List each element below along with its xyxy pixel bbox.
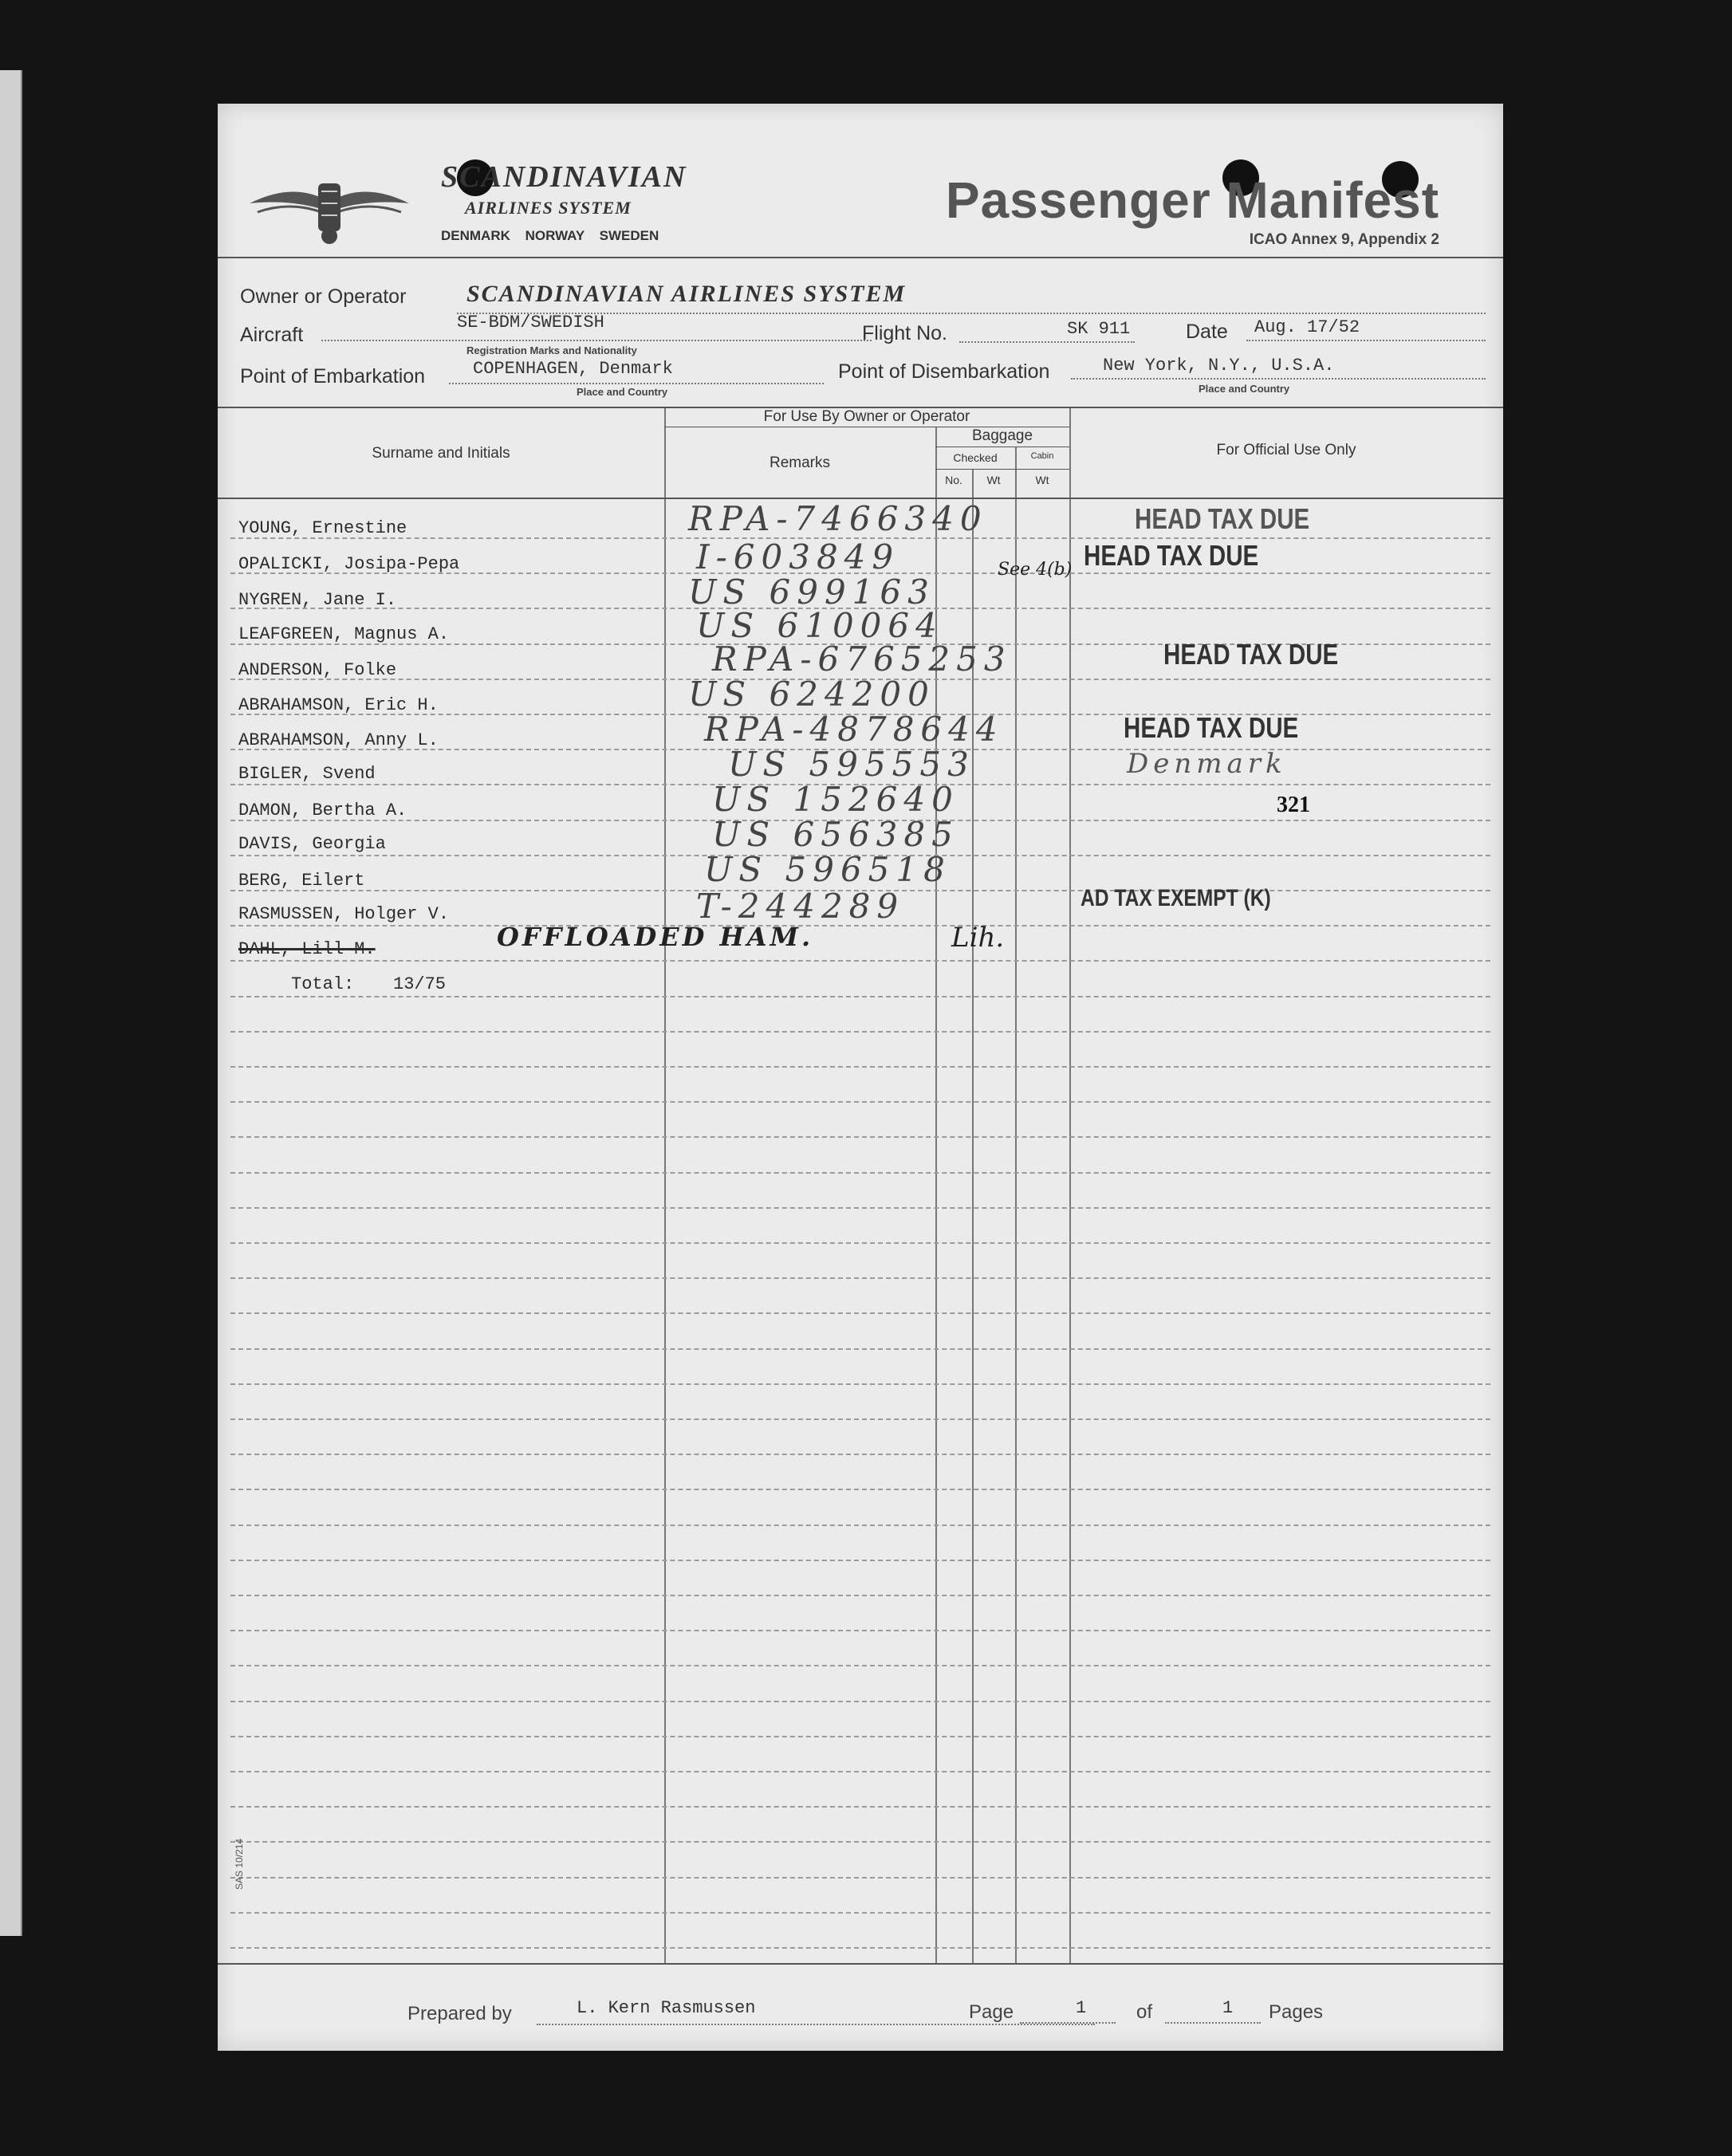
ticket-number: I-603849 <box>696 537 900 576</box>
col-divider-remarks <box>664 408 666 1963</box>
passenger-name-struck: DAHL, Lill M. <box>238 939 376 959</box>
row-ruling <box>230 1701 1490 1702</box>
embark-line <box>449 383 824 384</box>
total-label: Total: <box>291 974 355 994</box>
disembark-note: Place and Country <box>1199 383 1290 395</box>
passenger-name: OPALICKI, Josipa-Pepa <box>238 554 460 574</box>
passenger-name: DAMON, Bertha A. <box>238 801 407 820</box>
aircraft-line <box>321 340 872 341</box>
embark-note: Place and Country <box>577 386 668 398</box>
row-ruling <box>230 1383 1490 1385</box>
page-line <box>1020 2022 1116 2024</box>
row-ruling <box>230 1418 1490 1420</box>
row-ruling <box>230 1841 1490 1843</box>
footer-divider <box>218 1963 1503 1965</box>
disembark-value: New York, N.Y., U.S.A. <box>1103 356 1335 376</box>
ticket-number: US 595553 <box>728 745 975 784</box>
checked-header: Checked <box>953 451 998 464</box>
remarks-header: Remarks <box>769 454 830 471</box>
row-ruling <box>230 1136 1490 1138</box>
airline-name: SCANDINAVIAN <box>441 160 687 194</box>
row-ruling <box>230 1066 1490 1068</box>
passenger-name: LEAFGREEN, Magnus A. <box>238 624 450 644</box>
ticket-number: RPA-7466340 <box>688 499 988 538</box>
airline-subname: AIRLINES SYSTEM <box>465 198 632 218</box>
row-ruling <box>230 1560 1490 1561</box>
page-label: Page <box>969 2001 1014 2023</box>
of-value: 1 <box>1222 1998 1234 2018</box>
col-divider-official <box>1069 408 1071 1963</box>
row-ruling <box>230 1877 1490 1879</box>
owner-line <box>457 313 1486 314</box>
passenger-name: YOUNG, Ernestine <box>238 518 407 538</box>
airline-countries: DENMARK NORWAY SWEDEN <box>441 228 659 243</box>
date-label: Date <box>1186 321 1228 343</box>
official-number: 321 <box>1277 793 1310 817</box>
passenger-name: ANDERSON, Folke <box>238 660 397 680</box>
pages-label: Pages <box>1269 2001 1324 2023</box>
row-ruling <box>230 1806 1490 1808</box>
adjacent-page-edge <box>0 70 22 1936</box>
row-ruling <box>230 1277 1490 1279</box>
cabin-header: Cabin <box>1030 451 1054 461</box>
sas-winged-logo-icon <box>242 159 417 255</box>
row-ruling <box>230 1525 1490 1526</box>
checked-underline <box>935 469 1069 470</box>
ticket-number: RPA-6765253 <box>712 639 1012 679</box>
of-label: of <box>1136 2001 1153 2023</box>
row-ruling <box>230 996 1490 997</box>
ticket-number: US 624200 <box>688 675 935 714</box>
ticket-number: US 152640 <box>712 780 959 819</box>
disembark-line <box>1071 378 1486 380</box>
passenger-name: BIGLER, Svend <box>238 764 376 784</box>
flight-value: SK 911 <box>1067 319 1131 339</box>
row-ruling <box>230 1312 1490 1314</box>
ticket-number: US 596518 <box>704 850 951 889</box>
surname-header: Surname and Initials <box>372 445 510 462</box>
passenger-name: RASMUSSEN, Holger V. <box>238 904 450 924</box>
official-stamp: HEAD TAX DUE <box>1163 638 1339 671</box>
row-ruling <box>230 1912 1490 1914</box>
row-ruling <box>230 960 1490 962</box>
date-line <box>1246 340 1486 341</box>
embark-value: COPENHAGEN, Denmark <box>473 359 673 379</box>
passenger-name: ABRAHAMSON, Anny L. <box>238 730 439 750</box>
page-value: 1 <box>1076 1998 1087 2018</box>
row-ruling <box>230 1172 1490 1174</box>
nationality-note: Denmark <box>1127 748 1287 780</box>
form-code: SAS 10/214 <box>234 1838 245 1890</box>
row-ruling <box>230 1348 1490 1350</box>
official-stamp: AD TAX EXEMPT (K) <box>1081 885 1271 911</box>
row-ruling <box>230 1736 1490 1737</box>
manifest-sheet <box>218 104 1503 2051</box>
total-value: 13/75 <box>393 974 447 994</box>
ticket-number: US 610064 <box>696 606 943 645</box>
row-ruling <box>230 1947 1490 1949</box>
official-header: For Official Use Only <box>1216 442 1356 458</box>
prepared-by-value: L. Kern Rasmussen <box>577 1998 756 2018</box>
row-ruling <box>230 1031 1490 1033</box>
official-stamp: HEAD TAX DUE <box>1135 502 1310 535</box>
ticket-number: RPA-4878644 <box>704 710 1004 749</box>
row-ruling <box>230 1630 1490 1631</box>
passenger-name: DAVIS, Georgia <box>238 834 386 854</box>
owner-label: Owner or Operator <box>240 285 407 308</box>
manifest-subtitle: ICAO Annex 9, Appendix 2 <box>1249 231 1439 248</box>
prepared-by-label: Prepared by <box>407 2003 512 2024</box>
ticket-number: US 699163 <box>688 572 935 612</box>
row-ruling <box>230 1771 1490 1772</box>
embark-label: Point of Embarkation <box>240 365 426 388</box>
disembark-label: Point of Disembarkation <box>838 360 1050 383</box>
offloaded-note: OFFLOADED HAM. <box>497 922 814 952</box>
flight-label: Flight No. <box>862 322 947 344</box>
offload-initials: Lih. <box>951 922 1005 954</box>
ticket-number: T-244289 <box>696 887 905 926</box>
row-ruling <box>230 1489 1490 1490</box>
official-stamp: HEAD TAX DUE <box>1124 711 1299 744</box>
official-stamp: HEAD TAX DUE <box>1084 539 1259 572</box>
cabin-wt-header: Wt <box>1035 474 1049 486</box>
see-note-annotation: See 4(b) <box>998 560 1073 580</box>
passenger-name: NYGREN, Jane I. <box>238 590 397 610</box>
row-ruling <box>230 1595 1490 1596</box>
for-use-header: For Use By Owner or Operator <box>763 408 970 425</box>
row-ruling <box>230 1454 1490 1455</box>
row-ruling <box>230 1665 1490 1666</box>
wt-header: Wt <box>986 474 1001 486</box>
prepared-by-line <box>537 2024 1095 2025</box>
ticket-number: US 656385 <box>712 815 959 854</box>
row-ruling <box>230 1207 1490 1209</box>
no-header: No. <box>945 474 962 486</box>
manifest-title: Passenger Manifest <box>945 171 1439 229</box>
owner-value: SCANDINAVIAN AIRLINES SYSTEM <box>466 281 907 307</box>
col-divider-wt <box>972 469 974 1963</box>
of-line <box>1165 2022 1261 2024</box>
baggage-header: Baggage <box>971 427 1033 444</box>
row-ruling <box>230 1242 1490 1244</box>
passenger-name: BERG, Eilert <box>238 871 365 891</box>
aircraft-note: Registration Marks and Nationality <box>466 344 637 356</box>
passenger-name: ABRAHAMSON, Eric H. <box>238 695 439 715</box>
aircraft-value: SE-BDM/SWEDISH <box>457 313 604 332</box>
row-ruling <box>230 1101 1490 1103</box>
aircraft-label: Aircraft <box>240 324 304 346</box>
flight-line <box>959 341 1135 343</box>
date-value: Aug. 17/52 <box>1254 317 1360 337</box>
header-divider <box>218 257 1503 258</box>
